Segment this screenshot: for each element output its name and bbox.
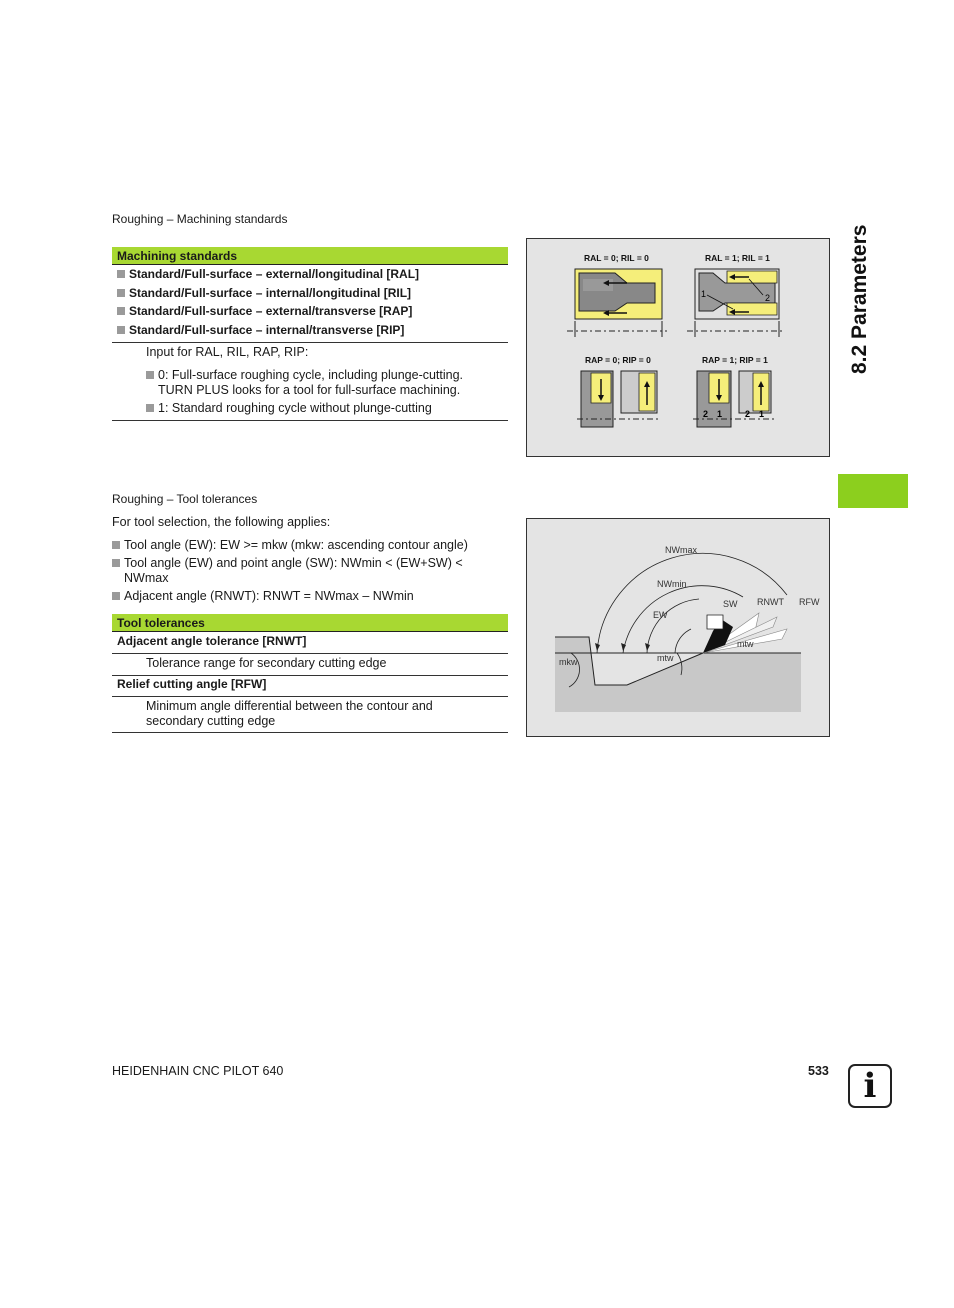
bullet-sw-cont: NWmax bbox=[124, 571, 169, 585]
label-mtw-2: mtw bbox=[737, 639, 754, 649]
label-ral1: RAL = 1; RIL = 1 bbox=[705, 253, 770, 263]
option-1-label: 1: Standard roughing cycle without plunge-cutting bbox=[158, 401, 432, 415]
divider bbox=[112, 732, 508, 733]
param-rfw-desc-1: Minimum angle differential between the contour and bbox=[146, 699, 433, 713]
label-nwmin: NWmin bbox=[657, 579, 687, 589]
param-rap-label: Standard/Full-surface – external/transverse [RAP] bbox=[129, 304, 413, 318]
section-title-vertical: 8.2 Parameters bbox=[848, 224, 871, 374]
label-mtw-1: mtw bbox=[657, 653, 674, 663]
param-ral bbox=[117, 267, 419, 281]
input-description: Input for RAL, RIL, RAP, RIP: bbox=[146, 345, 309, 359]
param-ral-label: Standard/Full-surface – external/longitudinal [RAL] bbox=[129, 267, 420, 281]
marker-2: 2 bbox=[765, 293, 771, 303]
option-1 bbox=[146, 401, 432, 416]
figure-tool-tolerances bbox=[526, 518, 830, 737]
divider bbox=[112, 653, 508, 654]
bullet-ew-label: Tool angle (EW): EW >= mkw (mkw: ascending contour angle) bbox=[124, 538, 468, 552]
label-ew: EW bbox=[653, 610, 668, 620]
bullet-icon bbox=[117, 270, 125, 278]
marker-1: 1 bbox=[701, 289, 707, 299]
table-title-tool-tolerances: Tool tolerances bbox=[112, 614, 508, 632]
param-ril-label: Standard/Full-surface – internal/longitudinal [RIL] bbox=[129, 286, 412, 300]
machining-standards-diagram bbox=[527, 239, 829, 456]
label-mkw: mkw bbox=[559, 657, 578, 667]
bullet-icon bbox=[117, 289, 125, 297]
panel-rap1 bbox=[693, 371, 775, 427]
bullet-rnwt-label: Adjacent angle (RNWT): RNWT = NWmax – NWmin bbox=[124, 589, 414, 603]
param-rfw-title: Relief cutting angle [RFW] bbox=[117, 677, 267, 691]
caption-machining-standards: Roughing – Machining standards bbox=[112, 212, 288, 226]
option-0 bbox=[146, 368, 463, 383]
panel-ral0 bbox=[567, 269, 667, 337]
table-title-machining-standards: Machining standards bbox=[112, 247, 508, 265]
manual-title: HEIDENHAIN CNC PILOT 640 bbox=[112, 1064, 284, 1078]
param-rip-label: Standard/Full-surface – internal/transverse [RIP] bbox=[129, 323, 405, 337]
divider bbox=[112, 696, 508, 697]
param-rfw-desc-2: secondary cutting edge bbox=[146, 714, 276, 728]
intro-text: For tool selection, the following applies: bbox=[112, 515, 331, 529]
bullet-icon bbox=[112, 541, 120, 549]
info-icon-glyph: i bbox=[863, 1066, 877, 1106]
divider bbox=[112, 342, 508, 343]
param-rnwt-desc: Tolerance range for secondary cutting edge bbox=[146, 656, 387, 670]
bullet-rnwt bbox=[112, 589, 414, 604]
tool-tolerances-diagram bbox=[527, 519, 829, 736]
marker-2: 2 bbox=[745, 409, 751, 419]
label-rnwt: RNWT bbox=[757, 597, 784, 607]
bullet-icon bbox=[117, 307, 125, 315]
param-rip bbox=[117, 323, 404, 337]
marker-1: 1 bbox=[717, 409, 723, 419]
label-ral0: RAL = 0; RIL = 0 bbox=[584, 253, 649, 263]
marker-1: 1 bbox=[759, 409, 765, 419]
panel-rap0 bbox=[577, 371, 659, 427]
param-ril bbox=[117, 286, 411, 300]
caption-tool-tolerances: Roughing – Tool tolerances bbox=[112, 492, 258, 506]
info-icon bbox=[848, 1064, 892, 1108]
bullet-icon bbox=[146, 404, 154, 412]
bullet-icon bbox=[112, 592, 120, 600]
label-rap1: RAP = 1; RIP = 1 bbox=[702, 355, 768, 365]
chapter-tab bbox=[838, 474, 908, 508]
bullet-icon bbox=[146, 371, 154, 379]
marker-2: 2 bbox=[703, 409, 709, 419]
bullet-ew bbox=[112, 538, 468, 553]
label-rfw: RFW bbox=[799, 597, 820, 607]
label-sw: SW bbox=[723, 599, 738, 609]
label-rap0: RAP = 0; RIP = 0 bbox=[585, 355, 651, 365]
divider bbox=[112, 675, 508, 676]
param-rnwt-title: Adjacent angle tolerance [RNWT] bbox=[117, 634, 307, 648]
bullet-sw bbox=[112, 556, 463, 571]
label-nwmax: NWmax bbox=[665, 545, 697, 555]
bullet-icon bbox=[117, 326, 125, 334]
param-rap bbox=[117, 304, 412, 318]
figure-machining-standards bbox=[526, 238, 830, 457]
page-number: 533 bbox=[808, 1064, 829, 1078]
option-0-cont: TURN PLUS looks for a tool for full-surface machining. bbox=[158, 383, 461, 397]
divider bbox=[112, 420, 508, 421]
option-0-label: 0: Full-surface roughing cycle, including plunge-cutting. bbox=[158, 368, 464, 382]
bullet-icon bbox=[112, 559, 120, 567]
bullet-sw-label: Tool angle (EW) and point angle (SW): NWmin < (EW+SW) < bbox=[124, 556, 463, 570]
panel-ral1 bbox=[687, 269, 785, 337]
